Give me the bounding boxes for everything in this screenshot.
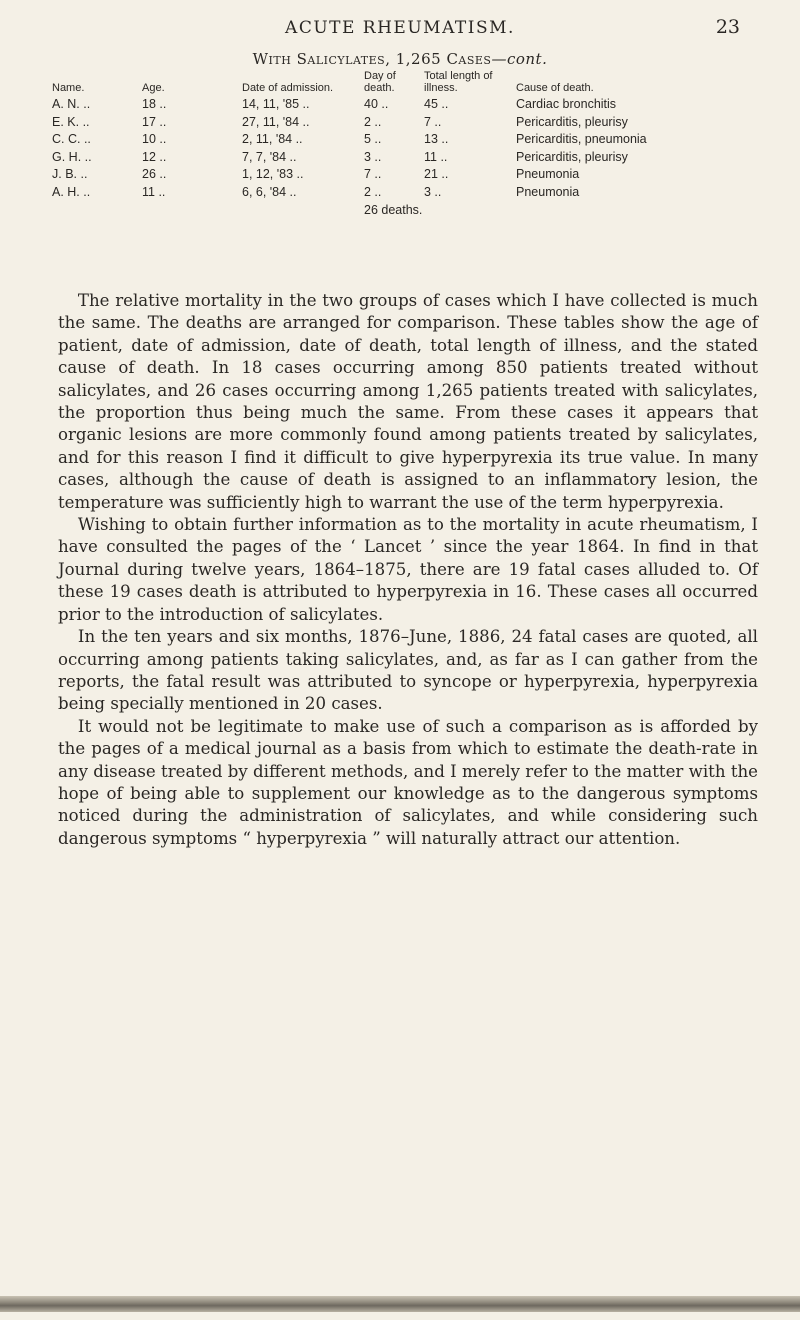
cell-cause: Pericarditis, pleurisy: [516, 114, 628, 129]
table-header-row: [52, 70, 746, 96]
cell-length: 21 ..: [424, 167, 449, 182]
col-header-admission: Date of admission.: [242, 82, 334, 94]
cell-cause: Pneumonia: [516, 184, 580, 199]
col-header-age: Age.: [142, 82, 165, 94]
table-row: [52, 149, 746, 167]
body-text: [58, 290, 758, 850]
cell-cause: Cardiac bronchitis: [516, 97, 617, 111]
running-title: ACUTE RHEUMATISM.: [285, 18, 515, 38]
table-heading-cont: —cont.: [491, 50, 548, 68]
cell-cause: Pneumonia: [516, 167, 580, 182]
cell-length: 3 ..: [424, 184, 442, 199]
paragraph: It would not be legitimate to make use of such a comparison as is afforded by the pages of a medical journal as a basis from which to estimate the death-rate in any disease treated by different methods, and I merely refer to the matter with the hope of being able to supplement our knowledge as to the dangerous symptoms noticed during the administration of salicylates, and while considering such dangerous symptoms “ hyperpyrexia ” will naturally attract our attention.: [58, 716, 758, 848]
cell-name: A. N. ..: [52, 97, 91, 111]
cell-age: 11 ..: [142, 184, 166, 199]
scan-edge-band: [0, 1296, 800, 1312]
col-header-length: Total length of illness.: [424, 70, 493, 94]
cell-death: 7 ..: [364, 167, 382, 182]
cell-length: 7 ..: [424, 114, 442, 129]
cell-admission: 14, 11, '85 ..: [242, 97, 310, 111]
col-header-death: Day of death.: [364, 70, 396, 94]
cell-age: 26 ..: [142, 167, 167, 182]
cell-length: 45 ..: [424, 97, 449, 111]
cell-name: A. H. ..: [52, 184, 91, 199]
cell-age: 17 ..: [142, 114, 167, 129]
page-number: 23: [715, 16, 740, 38]
table-row: [52, 166, 746, 184]
fatal-cases-table: [52, 70, 746, 219]
cell-admission: 2, 11, '84 ..: [242, 132, 303, 147]
col-header-name: Name.: [52, 82, 85, 94]
cell-admission: 27, 11, '84 ..: [242, 114, 310, 129]
total-deaths: 26 deaths.: [364, 202, 423, 217]
cell-age: 18 ..: [142, 97, 167, 111]
col-header-cause: Cause of death.: [516, 82, 594, 94]
table-heading: [0, 50, 800, 68]
cell-death: 2 ..: [364, 114, 382, 129]
cell-length: 13 ..: [424, 132, 449, 147]
table-row: [52, 131, 746, 149]
cell-death: 3 ..: [364, 149, 382, 164]
cell-name: G. H. ..: [52, 149, 92, 164]
cell-name: C. C. ..: [52, 132, 91, 147]
paragraph: Wishing to obtain further information as to the mortality in acute rheumatism, I have consulted the pages of the ‘ Lancet ’ since the year 1864. In find in that Journal during twelve years, 1864–1875, there are 19 fatal cases alluded to. Of these 19 cases death is attributed to hyperpyrexia in 16. These cases all occurred prior to the introduction of salicylates.: [58, 515, 758, 624]
cell-age: 10 ..: [142, 132, 167, 147]
table-heading-main: With Salicylates, 1,265 Cases: [252, 50, 492, 68]
cell-death: 5 ..: [364, 132, 382, 147]
cell-cause: Pericarditis, pneumonia: [516, 132, 647, 147]
cell-death: 40 ..: [364, 97, 389, 111]
paragraph: The relative mortality in the two groups of cases which I have collected is much the same. The deaths are arranged for comparison. These tables show the age of patient, date of admission, date of death, total length of illness, and the stated cause of death. In 18 cases occurring among 850 patients treated without salicylates, and 26 cases occurring among 1,265 patients treated with salicylates, the proportion thus being much the same. From these cases it appears that organic lesions are more commonly found among patients treated by salicylates, and for this reason I find it difficult to give hyperpyrexia its true value. In many cases, although the cause of death is assigned to an inflammatory lesion, the temperature was sufficiently high to warrant the use of the term hyperpyrexia.: [58, 291, 758, 512]
table-total-row: [52, 202, 746, 220]
paragraph: In the ten years and six months, 1876–June, 1886, 24 fatal cases are quoted, all occurring among patients taking salicylates, and, as far as I can gather from the reports, the fatal result was attributed to syncope or hyperpyrexia, hyperpyrexia being specially mentioned in 20 cases.: [58, 627, 758, 714]
table-row: [52, 114, 746, 132]
cell-cause: Pericarditis, pleurisy: [516, 149, 628, 164]
cell-name: E. K. ..: [52, 114, 90, 129]
cell-admission: 6, 6, '84 ..: [242, 184, 297, 199]
cell-age: 12 ..: [142, 149, 167, 164]
running-head: [0, 16, 800, 46]
cell-death: 2 ..: [364, 184, 382, 199]
cell-admission: 1, 12, '83 ..: [242, 167, 304, 182]
cell-length: 11 ..: [424, 149, 448, 164]
cell-admission: 7, 7, '84 ..: [242, 149, 297, 164]
cell-name: J. B. ..: [52, 167, 88, 182]
table-row: [52, 96, 746, 114]
table-row: [52, 184, 746, 202]
